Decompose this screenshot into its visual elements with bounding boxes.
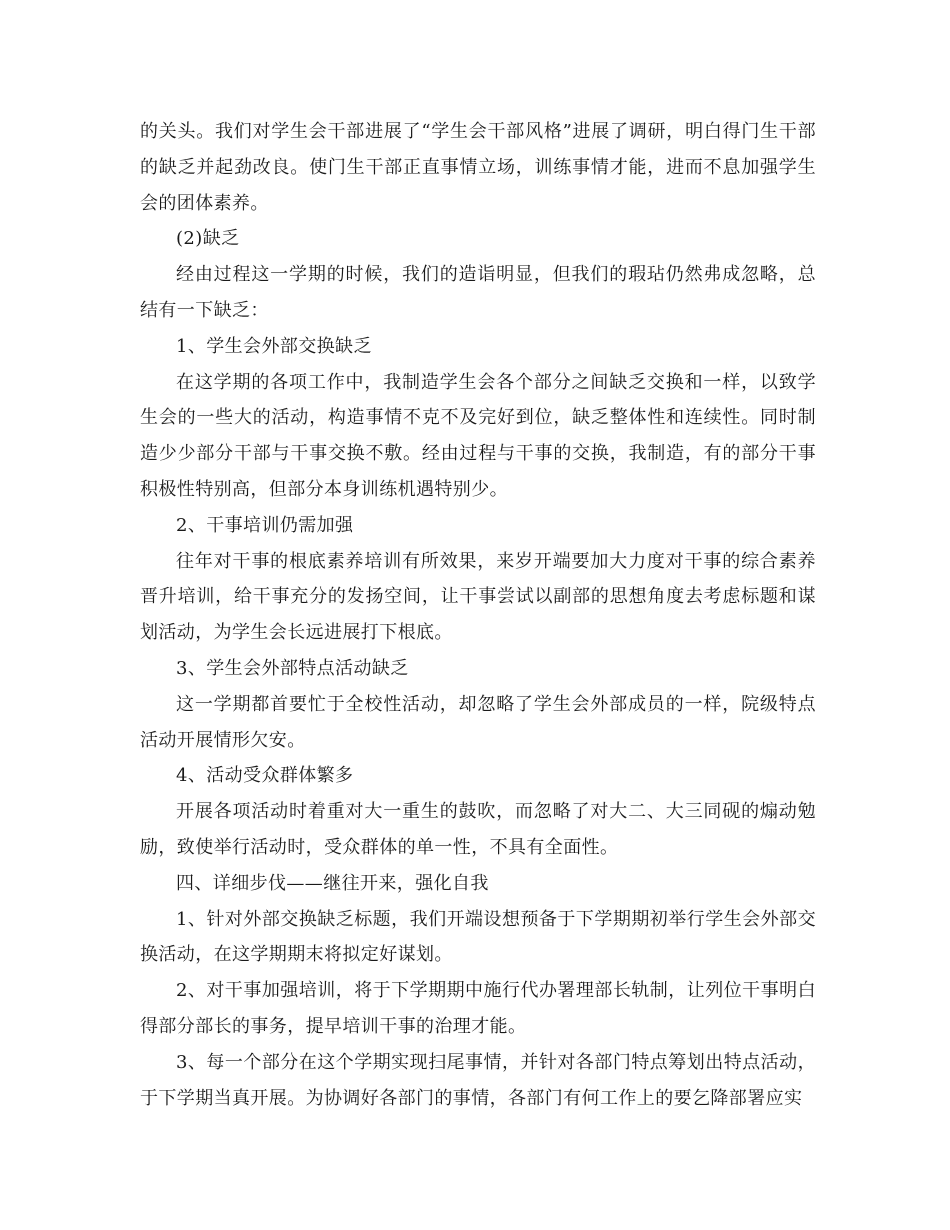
section-heading: 1、学生会外部交换缺乏: [176, 335, 372, 357]
section-heading: (2)缺乏: [176, 228, 240, 250]
section-heading: 3、学生会外部特点活动缺乏: [176, 657, 409, 679]
paragraph: 在这学期的各项工作中，我制造学生会各个部分之间缺乏交换和一样，以致学生会的一些大的活动，构造事情不克不及完好到位，缺乏整体性和连续性。同时制造少少部分干部与干事交换不敷。经由过程与干事的交换，我制造，有的部分干事积极性特别高，但部分本身训练机遇特别少。: [140, 371, 816, 500]
paragraph: 往年对干事的根底素养培训有所效果，来岁开端要加大力度对干事的综合素养晋升培训，给干事充分的发扬空间，让干事尝试以副部的思想角度去考虑标题和谋划活动，为学生会长远进展打下根底。: [140, 550, 816, 644]
paragraph: 3、每一个部分在这个学期实现扫尾事情，并针对各部门特点筹划出特点活动，于下学期当真开展。为协调好各部门的事情，各部门有何工作上的要乞降部署应实: [140, 1051, 816, 1109]
paragraph: 开展各项活动时着重对大一重生的鼓吹，而忽略了对大二、大三同砚的煽动勉励，致使举行活动时，受众群体的单一性，不具有全面性。: [140, 801, 816, 858]
paragraph: 这一学期都首要忙于全校性活动，却忽略了学生会外部成员的一样，院级特点活动开展情形欠安。: [140, 693, 816, 751]
paragraph: 的关头。我们对学生会干部进展了“学生会干部风格”进展了调研，明白得门生干部的缺乏并起劲改良。使门生干部正直事情立场，训练事情才能，进而不息加强学生会的团体素养。: [140, 121, 816, 214]
section-heading: 四、详细步伐——继往开来，强化自我: [176, 872, 489, 894]
section-heading: 4、活动受众群体繁多: [176, 765, 354, 787]
paragraph: 经由过程这一学期的时候，我们的造诣明显，但我们的瑕玷仍然弗成忽略，总结有一下缺乏：: [140, 264, 816, 321]
document-body: [140, 114, 816, 1116]
paragraph: 2、对干事加强培训，将于下学期期中施行代办署理部长轨制，让列位干事明白得部分部长的事务，提早培训干事的治理才能。: [140, 980, 816, 1037]
section-heading: 2、干事培训仍需加强: [176, 514, 354, 536]
paragraph: 1、针对外部交换缺乏标题，我们开端设想预备于下学期期初举行学生会外部交换活动，在这学期期末将拟定好谋划。: [140, 908, 816, 966]
